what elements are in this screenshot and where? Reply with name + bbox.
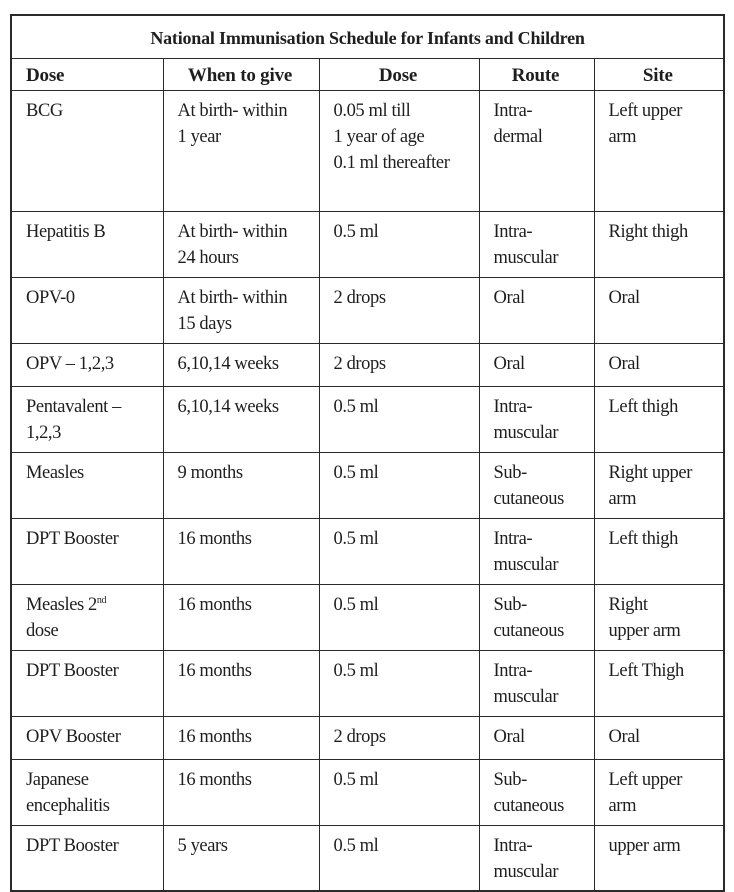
- when-cell: 6,10,14 weeks: [177, 353, 279, 374]
- site-cell: Oral: [608, 353, 640, 374]
- header-site: Site: [594, 58, 724, 90]
- dose-cell: 0.5 ml: [333, 594, 379, 615]
- vaccine-cell: OPV – 1,2,3: [26, 353, 114, 374]
- table-row: [11, 277, 724, 343]
- vaccine-name-tail: dose: [26, 620, 59, 641]
- table-header-row: [11, 58, 724, 90]
- table-row: [11, 452, 724, 518]
- table-title: National Immunisation Schedule for Infants and Children: [11, 15, 724, 58]
- site-cell: Oral: [608, 287, 640, 308]
- dose-cell: 0.05 ml till 1 year of age 0.1 ml thereafter: [333, 100, 450, 173]
- when-cell: At birth- within 1 year: [177, 100, 288, 147]
- vaccine-cell: OPV-0: [26, 287, 75, 308]
- site-cell: Oral: [608, 726, 640, 747]
- table-row: [11, 650, 724, 716]
- header-dose: Dose: [319, 58, 479, 90]
- route-cell: Intra- muscular: [493, 528, 559, 575]
- dose-cell: 2 drops: [333, 287, 386, 308]
- route-cell: Oral: [493, 726, 525, 747]
- route-cell: Oral: [493, 353, 525, 374]
- route-cell: Sub- cutaneous: [493, 594, 564, 641]
- route-cell: Intra- muscular: [493, 396, 559, 443]
- vaccine-cell: OPV Booster: [26, 726, 121, 747]
- vaccine-cell: Measles: [26, 462, 84, 483]
- site-cell: Left thigh: [608, 528, 678, 549]
- table-row: [11, 759, 724, 825]
- table-row: [11, 211, 724, 277]
- site-cell: Right thigh: [608, 221, 688, 242]
- vaccine-cell: BCG: [26, 100, 63, 121]
- table-row: [11, 825, 724, 891]
- site-cell: Left Thigh: [608, 660, 684, 681]
- route-cell: Intra- dermal: [493, 100, 543, 147]
- site-cell: Right upper arm: [608, 462, 692, 509]
- route-cell: Intra- muscular: [493, 221, 559, 268]
- header-route: Route: [479, 58, 594, 90]
- header-when-to-give: When to give: [163, 58, 319, 90]
- when-cell: At birth- within 15 days: [177, 287, 288, 334]
- dose-cell: 2 drops: [333, 726, 386, 747]
- vaccine-cell: [26, 595, 106, 641]
- table-row: [11, 716, 724, 759]
- site-cell: Left upper arm: [608, 769, 683, 816]
- when-cell: 16 months: [177, 660, 252, 681]
- table-row: [11, 518, 724, 584]
- vaccine-name: Measles 2: [26, 594, 97, 615]
- route-cell: Sub- cutaneous: [493, 462, 564, 509]
- site-cell: upper arm: [608, 835, 681, 856]
- immunisation-schedule-table: [10, 14, 725, 892]
- dose-cell: 0.5 ml: [333, 660, 379, 681]
- dose-cell: 2 drops: [333, 353, 386, 374]
- when-cell: 6,10,14 weeks: [177, 396, 279, 417]
- table-row: [11, 386, 724, 452]
- when-cell: 16 months: [177, 769, 252, 790]
- when-cell: At birth- within 24 hours: [177, 221, 288, 268]
- table-row: [11, 90, 724, 211]
- route-cell: Sub- cutaneous: [493, 769, 564, 816]
- when-cell: 9 months: [177, 462, 243, 483]
- vaccine-cell: DPT Booster: [26, 835, 119, 856]
- when-cell: 5 years: [177, 835, 228, 856]
- ordinal-suffix: nd: [96, 594, 107, 606]
- dose-cell: 0.5 ml: [333, 221, 379, 242]
- vaccine-cell: Pentavalent – 1,2,3: [26, 396, 121, 443]
- header-vaccine: Dose: [11, 58, 163, 90]
- site-cell: Left upper arm: [608, 100, 683, 147]
- dose-cell: 0.5 ml: [333, 462, 379, 483]
- when-cell: 16 months: [177, 726, 252, 747]
- dose-cell: 0.5 ml: [333, 396, 379, 417]
- route-cell: Intra- muscular: [493, 660, 559, 707]
- when-cell: 16 months: [177, 528, 252, 549]
- route-cell: Intra- muscular: [493, 835, 559, 882]
- vaccine-cell: Hepatitis B: [26, 221, 106, 242]
- dose-cell: 0.5 ml: [333, 835, 379, 856]
- when-cell: 16 months: [177, 594, 252, 615]
- vaccine-cell: DPT Booster: [26, 528, 119, 549]
- dose-cell: 0.5 ml: [333, 769, 379, 790]
- table-row: [11, 343, 724, 386]
- site-cell: Right upper arm: [608, 594, 681, 641]
- table-title-row: [11, 15, 724, 58]
- table-row: [11, 584, 724, 650]
- dose-cell: 0.5 ml: [333, 528, 379, 549]
- site-cell: Left thigh: [608, 396, 678, 417]
- vaccine-cell: DPT Booster: [26, 660, 119, 681]
- route-cell: Oral: [493, 287, 525, 308]
- vaccine-cell: Japanese encephalitis: [26, 769, 110, 816]
